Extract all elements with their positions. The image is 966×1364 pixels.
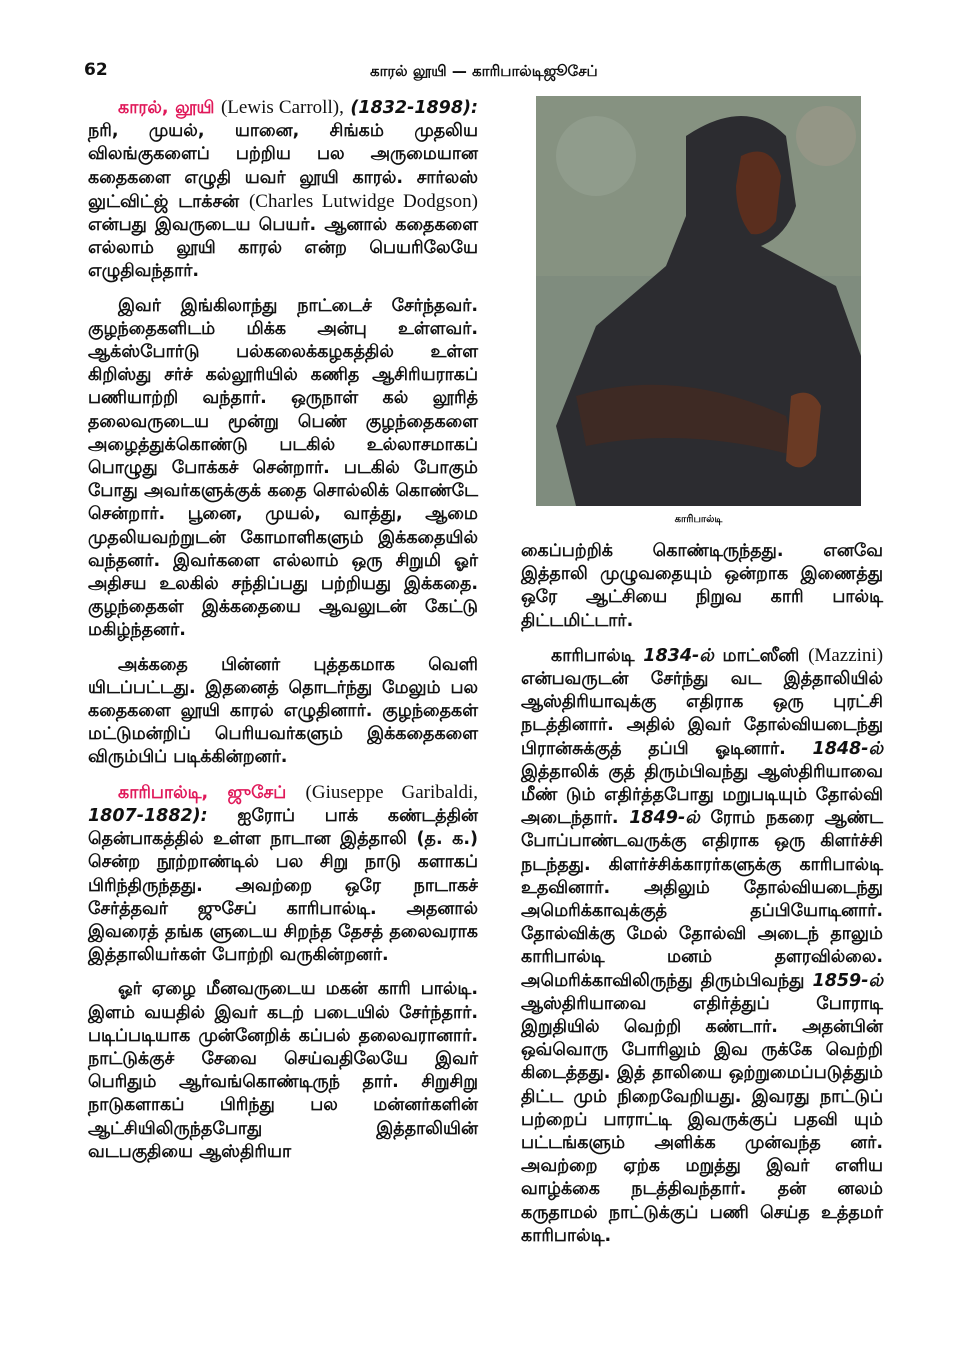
dates-garibaldi: 1807-1882): xyxy=(88,805,208,826)
left-column xyxy=(88,96,478,1175)
year-1848: 1848-ல் xyxy=(812,738,884,759)
page-number: 62 xyxy=(84,60,108,80)
paragraph-text: ஐரோப் பாக் கண்டத்தின் தென்பாகத்தில் உள்ள நாடான இத்தாலி (த. க.) சென்ற நூற்றாண்டில் பல சிறு நாடு களாகப் பிரிந்திருந்தது. அவற்றை ஒரே நாடாகச் சேர்த்தவர் ஜுசேப் காரிபால்டி. அதனால் இவரைத் தங்க ளுடைய சிறந்த தேசத் தலைவராக இத்தாலியர்கள் போற்றி வருகின்றனர். xyxy=(88,805,478,966)
paragraph-text: என்பது இவருடைய பெயர். ஆனால் கதைகளை எல்லாம் லூயி காரல் என்ற பெயரிலேயே எழுதிவந்தார். xyxy=(88,215,478,282)
entry-garibaldi xyxy=(88,781,478,968)
latin-name-mazzini: (Mazzini) xyxy=(808,644,884,666)
year-1849: 1849-ல் xyxy=(629,808,700,829)
paragraph: இவர் இங்கிலாந்து நாட்டைச் சேர்ந்தவர். குழந்தைகளிடம் மிக்க அன்பு உள்ளவர். ஆக்ஸ்போர்டு பல்கலைக்கழகத்தில் உள்ள கிறிஸ்து சர்ச் கல்லூரியில் கணித ஆசிரியராகப் பணியாற்றி வந்தார். ஒருநாள் கல் லூரித் தலைவருடைய மூன்று பெண் குழந்தைகளை அழைத்துக்கொண்டு படகில் உல்லாசமாகப் பொழுது போக்கச் சென்றார். படகில் போகும் போது அவர்களுக்குக் கதை சொல்லிக் கொண்டே சென்றார். பூனை, முயல், வாத்து, ஆமை முதலியவற்றுடன் கோமாளிகளும் இக்கதையில் வந்தனர். இவர்களை எல்லாம் ஒரு சிறுமி ஓர் அதிசய உலகில் சந்திப்பது பற்றியது இக்கதை. குழந்தைகள் இக்கதையை ஆவலுடன் கேட்டு மகிழ்ந்தனர். xyxy=(88,295,478,641)
year-1859: 1859-ல் xyxy=(812,970,884,991)
garibaldi-portrait xyxy=(536,96,861,506)
latin-name-dodgson: (Charles Lutwidge Dodgson) xyxy=(248,190,478,212)
paragraph-text: நரி, முயல், யானை, சிங்கம் முதலிய விலங்குகளைப் பற்றிய பல அருமையான கதைகளை எழுதி யவர் லூயி காரல். சார்லஸ் லுட்விட்ஜ் டாக்சன் xyxy=(88,121,478,212)
paragraph: ஓர் ஏழை மீனவருடைய மகன் காரி பால்டி. இளம் வயதில் இவர் கடற் படையில் சேர்ந்தார். படிப்படியாக முன்னேறிக் கப்பல் தலைவரானார். நாட்டுக்குச் சேவை செய்வதிலேயே இவர் பெரிதும் ஆர்வங்கொண்டிருந் தார். சிறுசிறு நாடுகளாகப் பிரிந்து பல மன்னர்களின் ஆட்சியிலிருந்தபோது இத்தாலியின் வடபகுதியை ஆஸ்திரியா xyxy=(88,979,478,1162)
latin-name-lewis-carroll: (Lewis Carroll), xyxy=(220,97,344,118)
paragraph-text: என்பவருடன் சேர்ந்து வட இத்தாலியில் ஆஸ்திரியாவுக்கு எதிராக ஒரு புரட்சி நடத்தினார். அதில் இவர் தோல்வியடைந்து பிரான்சுக்குத் தப்பி ஓடினார். xyxy=(521,669,883,759)
headword-garibaldi: காரிபால்டி, ஜுசேப் xyxy=(118,782,287,803)
figure-caption: காரிபால்டி xyxy=(674,514,723,525)
latin-name-garibaldi: (Giuseppe Garibaldi, xyxy=(305,781,478,803)
paragraph-text: காரிபால்டி xyxy=(551,645,635,666)
running-head: காரல் லூயி — காரிபால்டிஜூசேப் xyxy=(370,62,598,80)
right-column xyxy=(521,540,883,1259)
paragraph-text: ரோம் நகரை ஆண்ட போப்பாண்டவருக்கு எதிராக ஒரு கிளர்ச்சி நடந்தது. கிளர்ச்சிக்காரர்களுக்கு காரிபால்டி உதவினார். அதிலும் தோல்வியடைந்து அமெரிக்காவுக்குத் தப்பியோடினார். தோல்விக்கு மேல் தோல்வி அடைந் தாலும் காரிபால்டி மனம் தளரவில்லை. அமெரிக்காவிலிருந்து திரும்பிவந்து xyxy=(521,808,884,991)
year-1834: 1834-ல் xyxy=(643,645,714,666)
entry-lewis-carroll xyxy=(88,96,478,284)
paragraph-text: இத்தாலிக் குத் திரும்பிவந்து ஆஸ்திரியாவை மீண் டும் எதிர்த்தபோது மறுபடியும் தோல்வி அடைந்தார். xyxy=(521,761,883,829)
dates-lewis-carroll: (1832-1898): xyxy=(350,98,479,118)
paragraph-text: ஆஸ்திரியாவை எதிர்த்துப் போராடி இறுதியில் வெற்றி கண்டார். அதன்பின் ஒவ்வொரு போரிலும் இவ ருக்கே வெற்றி கிடைத்தது. இத் தாலியை ஒற்றுமைப்படுத்தும் திட்ட மும் நிறைவேறியது. இவரது நாட்டுப் பற்றைப் பாராட்டி இவருக்குப் பதவி யும் பட்டங்களும் அளிக்க முன்வந்த னர். அவற்றை ஏற்க மறுத்து இவர் எளிய வாழ்க்கை நடத்திவந்தார். தன் னலம் கருதாமல் நாட்டுக்குப் பணி செய்த உத்தமர் காரிபால்டி. xyxy=(521,993,883,1246)
paragraph: கைப்பற்றிக் கொண்டிருந்தது. எனவே இத்தாலி முழுவதையும் ஒன்றாக இணைத்து ஒரே ஆட்சியை நிறுவ காரி பால்டி திட்டமிட்டார். xyxy=(521,541,883,631)
paragraph xyxy=(521,644,883,1248)
headword-lewis-carroll: காரல், லூயி xyxy=(118,98,215,118)
paragraph: அக்கதை பின்னர் புத்தகமாக வெளி யிடப்பட்டது. இதனைத் தொடர்ந்து மேலும் பல கதைகளை லூயி காரல் எழுதினார். குழந்தைகள் மட்டுமன்றிப் பெரியவர்களும் இக்கதைகளை விரும்பிப் படிக்கின்றனர். xyxy=(88,654,478,768)
paragraph-text: மாட்ஸீனி xyxy=(722,645,800,666)
